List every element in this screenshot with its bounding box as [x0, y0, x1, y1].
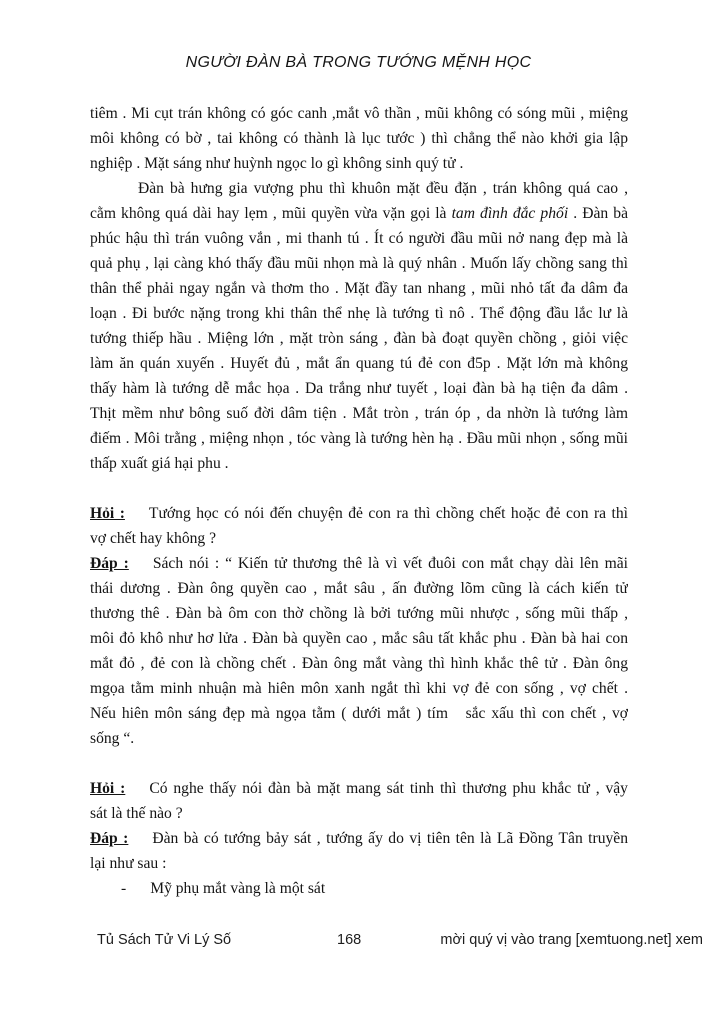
qa-label: Hỏi :	[90, 780, 126, 797]
text-segment: làm ăn quán xuyến . Huyết đủ , mắt ẩn quang tú đẻ con đ5p . Mặt lớn mà không	[90, 355, 628, 372]
text-line	[90, 601, 628, 626]
text-line	[90, 701, 628, 726]
text-line	[90, 876, 628, 901]
text-segment: cằm không quá dài hay lẹm , mũi quyền vừa vặn gọi là	[90, 205, 452, 222]
qa-label: Hỏi :	[90, 505, 125, 522]
blank-line	[90, 751, 628, 776]
text-segment: Sách nói : “ Kiến tử thương thê là vì vết đuôi con mắt chạy dài lên mãi	[152, 555, 628, 572]
text-line	[90, 526, 628, 551]
text-line	[90, 801, 628, 826]
text-line	[90, 126, 628, 151]
text-segment: sát là thế nào ?	[90, 805, 183, 822]
text-line	[90, 151, 628, 176]
text-line	[90, 551, 628, 576]
text-line	[90, 301, 628, 326]
text-segment: nghiệp . Mặt sáng như huỳnh ngọc lo gì không sinh quý tử .	[90, 155, 464, 172]
bullet-dash: -	[121, 880, 127, 897]
text-segment: Tướng học có nói đến chuyện đẻ con ra thì chồng chết hoặc đẻ con ra thì	[148, 505, 628, 522]
page-footer	[0, 932, 717, 952]
text-segment: sống “.	[90, 730, 135, 747]
text-line	[90, 351, 628, 376]
text-line	[90, 201, 628, 226]
text-segment: tiêm . Mi cụt trán không có góc canh ,mắt vô thần , mũi không có sóng mũi , miệng	[90, 105, 628, 122]
text-segment: thương thê . Đàn bà ôm con thờ chồng là bởi tướng mũi nhược , sống mũi thấp ,	[90, 605, 628, 622]
text-line	[90, 826, 628, 851]
text-line	[90, 576, 628, 601]
footer-series-name: Tủ Sách Tử Vi Lý Số	[97, 932, 232, 948]
text-segment: Thịt mềm như bông suố đời dâm tiện . Mắt tròn , trán óp , da nhờn là tướng làm	[90, 405, 628, 422]
text-line	[90, 226, 628, 251]
text-segment: thân thể phải ngay ngắn và thơm tho . Mặt đầy tan nhang , mũi nhỏ tất đa dâm đa	[90, 280, 628, 297]
text-segment: Có nghe thấy nói đàn bà mặt mang sát tinh thì thương phu khắc tử , vậy	[149, 780, 628, 797]
text-line	[90, 376, 628, 401]
text-line	[90, 651, 628, 676]
qa-label: Đáp :	[90, 555, 129, 572]
text-segment: lại như sau :	[90, 855, 167, 872]
text-line	[90, 851, 628, 876]
text-segment: vợ chết hay không ?	[90, 530, 217, 547]
italic-phrase: tam đình đắc phối	[451, 205, 569, 222]
text-segment: Đàn bà có tướng bảy sát , tướng ấy do vị tiên tên là Lã Đồng Tân truyền	[152, 830, 628, 847]
text-line	[90, 501, 628, 526]
text-line	[90, 101, 628, 126]
text-line	[90, 426, 628, 451]
footer-page-number: 168	[337, 932, 362, 948]
text-line	[90, 251, 628, 276]
text-segment: Nếu hiên môn sáng đẹp mà ngọa tằm ( dưới mắt ) tím sắc xấu thì con chết , vợ	[90, 705, 628, 722]
text-line	[90, 326, 628, 351]
text-segment: Đàn bà hưng gia vượng phu thì khuôn mặt đều đặn , trán không quá cao ,	[138, 180, 628, 197]
text-line	[90, 726, 628, 751]
text-segment: thấp xuất giá hại phu .	[90, 455, 229, 472]
text-segment: Mỹ phụ mắt vàng là một sát	[150, 880, 326, 897]
text-segment: tướng thiếp hầu . Miệng lớn , mặt tròn sáng , đàn bà đoạt quyền chồng , giỏi việc	[90, 330, 628, 347]
text-segment: thấy hàm là tướng dễ mắc họa . Da trắng như tuyết , loại đàn bà hạ tiện đa dâm .	[90, 380, 628, 397]
text-segment: thái dương . Đàn ông quyền cao , mắt sâu , ấn đường lõm cũng là cách kiến tử	[90, 580, 628, 597]
qa-label: Đáp :	[90, 830, 129, 847]
text-line	[90, 276, 628, 301]
text-line	[90, 401, 628, 426]
text-segment: phúc hậu thì trán vuông vắn , mi thanh tú . Ít có người đầu mũi nở nang đẹp mà là	[90, 230, 628, 247]
text-segment: môi không có bờ , tai không có thành là lục tước ) thì chẳng thể nào khởi gia lập	[90, 130, 628, 147]
text-segment: mgọa tằm minh nhuận mà hiên môn xanh ngắt thì khi vợ đẻ con sống , vợ chết .	[90, 680, 628, 697]
text-segment: loạn . Đi bước nặng trong khi thân thể nhẹ là tướng tì nô . Thể động đầu lắc lư là	[90, 305, 628, 322]
text-line	[90, 776, 628, 801]
text-body	[90, 101, 628, 901]
text-segment: môi đỏ khô như hơ lửa . Đàn bà quyền cao , mắc sâu tất khắc phu . Đàn bà hai con	[90, 630, 628, 647]
text-line	[90, 176, 628, 201]
footer-site-note: mời quý vị vào trang [xemtuong.net] xem	[440, 932, 703, 948]
text-segment: . Đàn bà	[568, 205, 628, 222]
page-title: NGƯỜI ĐÀN BÀ TRONG TƯỚNG MỆNH HỌC	[185, 54, 532, 71]
blank-line	[90, 476, 628, 501]
text-segment: mắt đỏ , đẻ con là chồng chết . Đàn ông mắt vàng thì hình khắc thê tử . Đàn ông	[90, 655, 628, 672]
text-line	[90, 451, 628, 476]
text-line	[90, 626, 628, 651]
text-segment: quả phụ , lại càng khó thấy đầu mũi nhọn mà là quý nhân . Muốn lấy chồng sang thì	[90, 255, 628, 272]
text-line	[90, 676, 628, 701]
text-segment: điếm . Môi trằng , miệng nhọn , tóc vàng là tướng hèn hạ . Đầu mũi nhọn , sống mũi	[90, 430, 628, 447]
